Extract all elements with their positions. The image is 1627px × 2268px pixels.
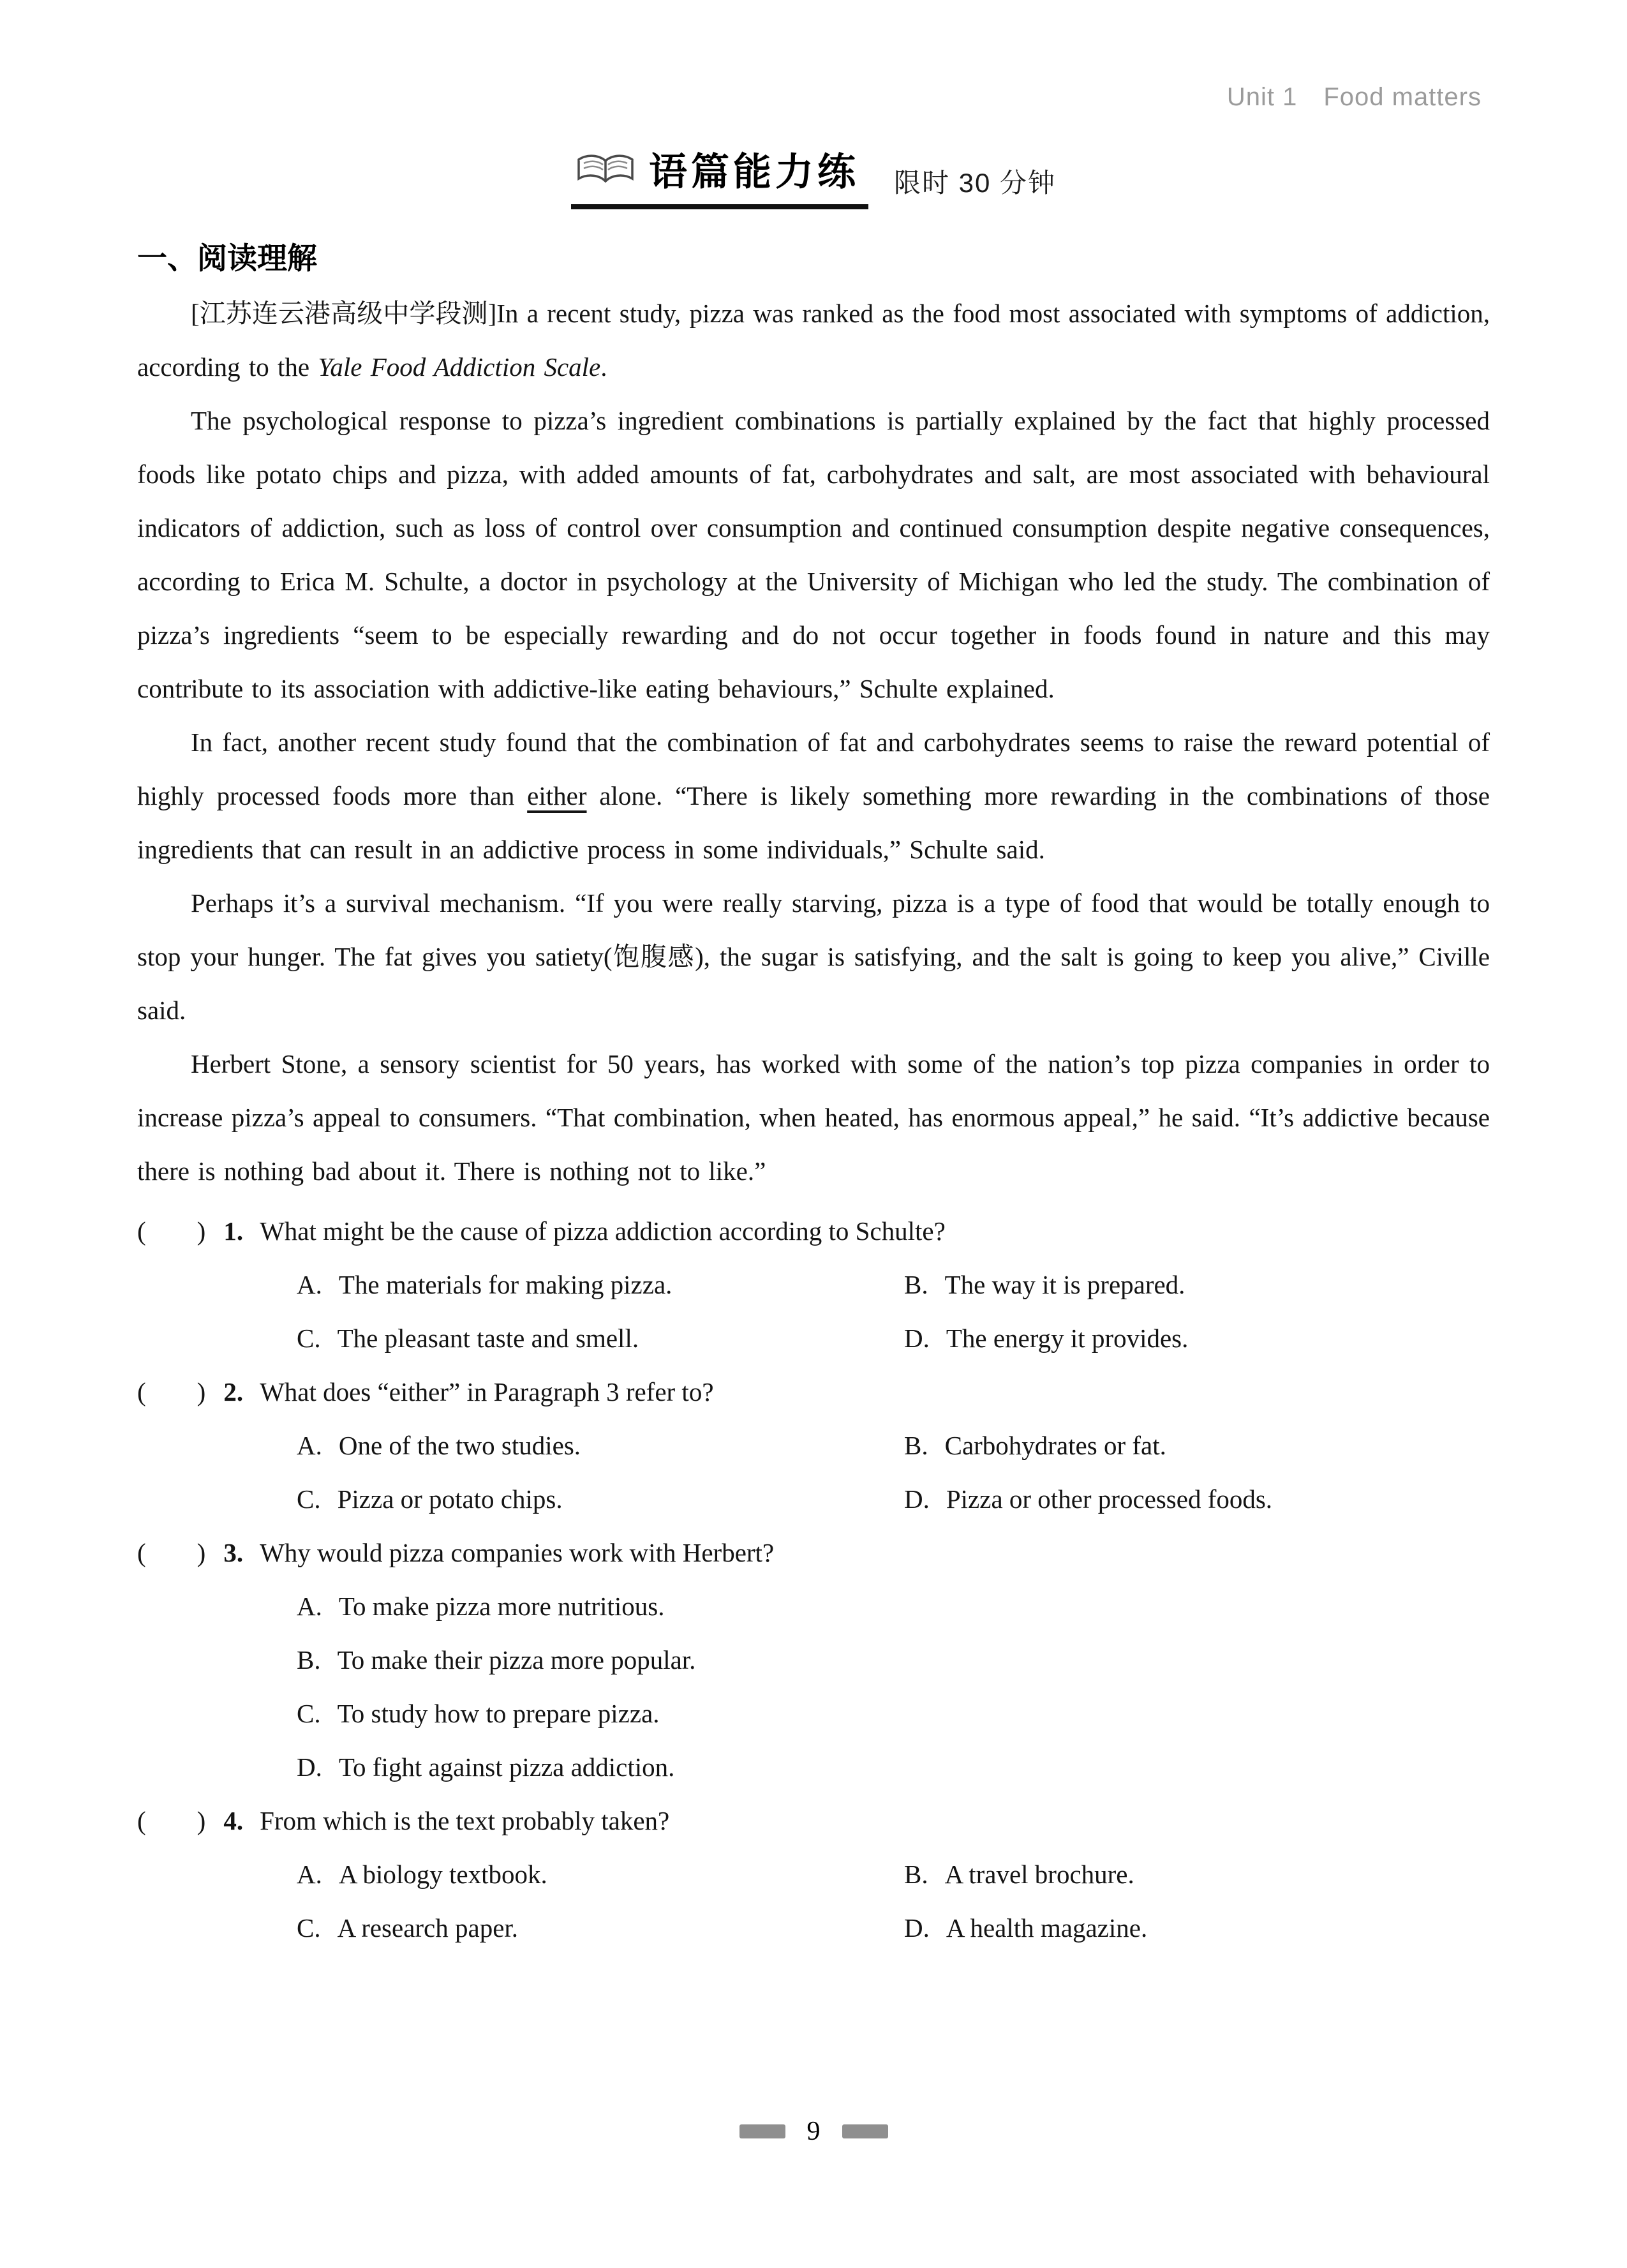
option-text: The way it is prepared.	[944, 1270, 1185, 1299]
banner-time-limit: 限时 30 分钟	[893, 168, 1057, 198]
question-4-stem	[137, 1794, 1490, 1847]
passage-text: alone. “There is likely something more rewarding in the combinations of those ingredients that can result in an addictive process in some individuals,” Schulte said.	[137, 781, 1490, 864]
option-label: C.	[297, 1484, 321, 1514]
option-4d	[904, 1901, 1490, 1955]
option-3d	[297, 1740, 1490, 1794]
option-label: D.	[297, 1752, 322, 1782]
section-banner	[137, 142, 1490, 209]
section-title: 一、阅读理解	[137, 241, 317, 275]
option-text: Pizza or potato chips.	[337, 1484, 563, 1514]
reading-passage	[137, 287, 1490, 1198]
question-4	[137, 1794, 1490, 1955]
option-text: To make their pizza more popular.	[337, 1645, 696, 1675]
option-text: A research paper.	[337, 1913, 519, 1943]
option-label: B.	[904, 1270, 928, 1299]
question-1-options	[297, 1258, 1490, 1365]
option-label: B.	[904, 1860, 928, 1889]
source-tag: [江苏连云港高级中学段测]	[191, 299, 497, 328]
paren-open: (	[137, 1216, 146, 1246]
option-text: Pizza or other processed foods.	[946, 1484, 1273, 1514]
option-1b	[904, 1258, 1490, 1311]
question-text: From which is the text probably taken?	[260, 1806, 670, 1835]
question-text: Why would pizza companies work with Herbert?	[260, 1538, 775, 1567]
option-text: To study how to prepare pizza.	[337, 1699, 660, 1728]
option-1a	[297, 1258, 904, 1311]
question-text: What might be the cause of pizza addiction according to Schulte?	[260, 1216, 946, 1246]
paren-close: )	[197, 1216, 206, 1246]
option-label: A.	[297, 1431, 322, 1460]
option-3a	[297, 1579, 1490, 1633]
question-2-stem	[137, 1365, 1490, 1419]
option-2a	[297, 1419, 904, 1472]
passage-text: In fact, another recent study found that the combination of fat and carbohydrates seems to raise the reward potential of highly processed foods more than	[137, 727, 1490, 810]
option-label: A.	[297, 1592, 322, 1621]
paren-open: (	[137, 1806, 146, 1835]
question-3-stem	[137, 1526, 1490, 1579]
question-number: 4.	[223, 1806, 244, 1835]
option-text: The materials for making pizza.	[338, 1270, 672, 1299]
option-text: The energy it provides.	[946, 1324, 1189, 1353]
passage-paragraph-4: Perhaps it’s a survival mechanism. “If you were really starving, pizza is a type of food that would be totally enough to stop your hunger. The fat gives you satiety(饱腹感), the sugar is satisfying, and the salt is going to keep you alive,” Civille said.	[137, 888, 1490, 1025]
unit-running-head: Unit 1 Food matters	[1226, 83, 1482, 111]
question-1	[137, 1204, 1490, 1365]
question-3	[137, 1526, 1490, 1794]
answer-bracket	[137, 1526, 205, 1579]
option-2b	[904, 1419, 1490, 1472]
option-text: The pleasant taste and smell.	[337, 1324, 639, 1353]
option-label: B.	[297, 1645, 321, 1675]
option-label: D.	[904, 1324, 930, 1353]
paren-close: )	[197, 1377, 206, 1406]
paren-open: (	[137, 1377, 146, 1406]
question-2	[137, 1365, 1490, 1526]
answer-bracket	[137, 1794, 205, 1847]
option-1d	[904, 1311, 1490, 1365]
option-text: Carbohydrates or fat.	[944, 1431, 1166, 1460]
question-text: What does “either” in Paragraph 3 refer to?	[260, 1377, 714, 1406]
banner-main	[571, 142, 868, 209]
open-book-icon	[575, 152, 636, 186]
option-4a	[297, 1847, 904, 1901]
option-text: A travel brochure.	[944, 1860, 1134, 1889]
option-label: C.	[297, 1324, 321, 1353]
answer-bracket	[137, 1365, 205, 1419]
option-1c	[297, 1311, 904, 1365]
option-text: One of the two studies.	[338, 1431, 581, 1460]
option-text: To fight against pizza addiction.	[338, 1752, 675, 1782]
option-text: A biology textbook.	[338, 1860, 547, 1889]
option-label: D.	[904, 1913, 930, 1943]
passage-text: In a recent study, pizza was ranked as the food most associated with symptoms of addiction, according to the	[137, 299, 1490, 382]
page-number: 9	[806, 2117, 821, 2146]
banner-title: 语篇能力练	[648, 151, 859, 193]
option-text: To make pizza more nutritious.	[338, 1592, 665, 1621]
passage-paragraph-3	[137, 715, 1490, 876]
option-label: A.	[297, 1860, 322, 1889]
paren-close: )	[197, 1806, 206, 1835]
option-4c	[297, 1901, 904, 1955]
question-number: 2.	[223, 1377, 244, 1406]
footer-left-bar	[739, 2124, 785, 2138]
paren-open: (	[137, 1538, 146, 1567]
passage-paragraph-5: Herbert Stone, a sensory scientist for 50 years, has worked with some of the nation’s top pizza companies in order to increase pizza’s appeal to consumers. “That combination, when heated, has enormous appeal,” he said. “It’s addictive because there is nothing bad about it. There is nothing not to like.”	[137, 1049, 1490, 1186]
option-2d	[904, 1472, 1490, 1526]
question-3-options	[297, 1579, 1490, 1794]
option-label: A.	[297, 1270, 322, 1299]
option-label: C.	[297, 1913, 321, 1943]
option-3b	[297, 1633, 1490, 1687]
footer-right-bar	[842, 2124, 888, 2138]
questions-block	[137, 1204, 1490, 1955]
option-4b	[904, 1847, 1490, 1901]
option-label: B.	[904, 1431, 928, 1460]
italicized-scale-title: Yale Food Addiction Scale	[318, 352, 601, 382]
option-label: C.	[297, 1699, 321, 1728]
passage-paragraph-1	[137, 287, 1490, 394]
option-text: A health magazine.	[946, 1913, 1148, 1943]
option-2c	[297, 1472, 904, 1526]
passage-paragraph-2: The psychological response to pizza’s ingredient combinations is partially explained by the fact that highly processed foods like potato chips and pizza, with added amounts of fat, carbohydrates and salt, are most associated with behavioural indicators of addiction, such as loss of control over consumption and continued consumption despite negative consequences, according to Erica M. Schulte, a doctor in psychology at the University of Michigan who led the study. The combination of pizza’s ingredients “seem to be especially rewarding and do not occur together in foods found in nature and this may contribute to its association with addictive-like eating behaviours,” Schulte explained.	[137, 406, 1490, 703]
option-3c	[297, 1687, 1490, 1740]
question-number: 1.	[223, 1216, 244, 1246]
question-1-stem	[137, 1204, 1490, 1258]
question-2-options	[297, 1419, 1490, 1526]
page-footer	[0, 2116, 1627, 2147]
paren-close: )	[197, 1538, 206, 1567]
underlined-word-either: either	[527, 781, 587, 810]
answer-bracket	[137, 1204, 205, 1258]
question-number: 3.	[223, 1538, 244, 1567]
question-4-options	[297, 1847, 1490, 1955]
option-label: D.	[904, 1484, 930, 1514]
passage-text: .	[600, 352, 607, 382]
